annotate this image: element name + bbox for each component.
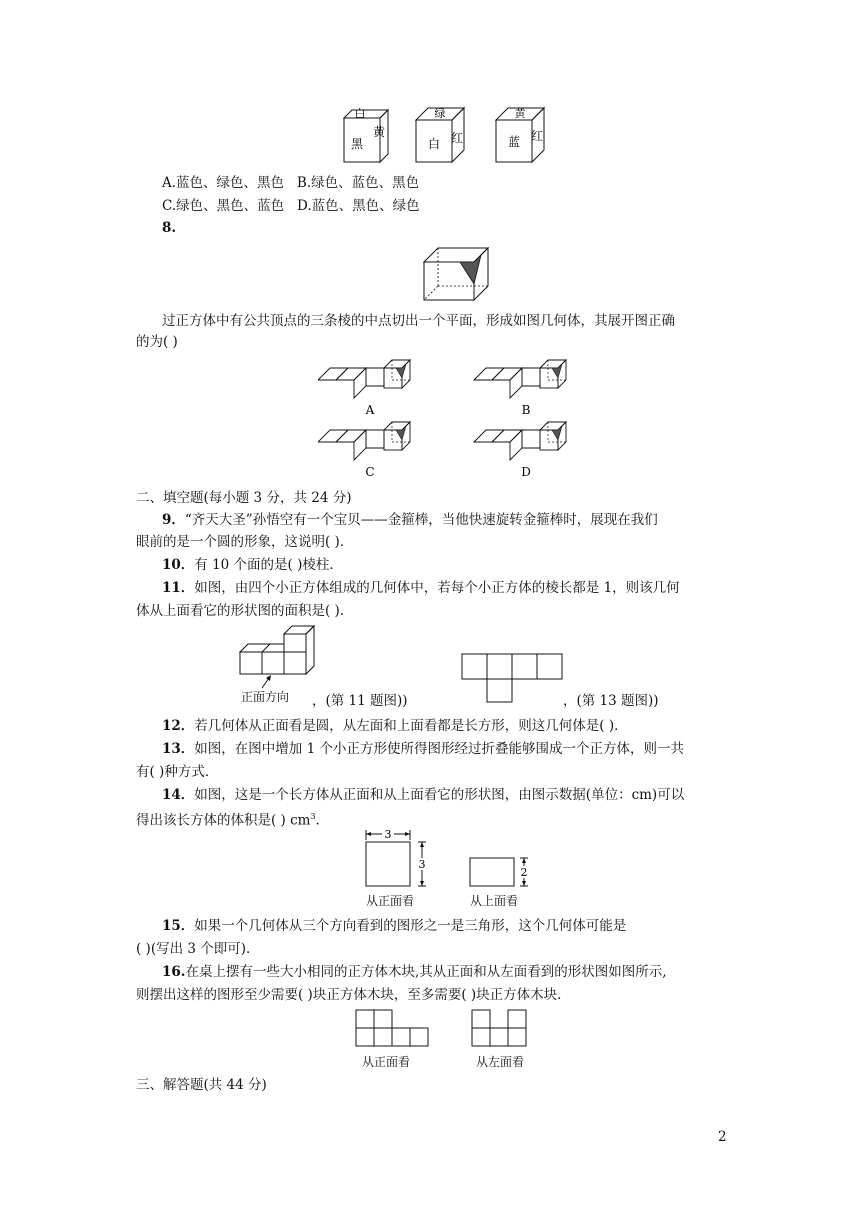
q14-text-1: 如图，这是一个长方体从正面和从上面看它的形状图，由图示数据(单位：cm)可以: [194, 787, 685, 803]
q12-text: 若几何体从正面看是圆，从左面和上面看都是长方形，则这几何体是( )．: [194, 718, 628, 734]
q7-options-row-2: [162, 197, 420, 215]
q14-number: 14．: [162, 787, 195, 803]
q10-number: 10．: [162, 557, 195, 573]
net-label-b: B: [521, 403, 531, 417]
q14-width-label: 3: [384, 828, 392, 841]
cube-3-front-label: 蓝: [507, 135, 521, 149]
section-2-title: 二、填空题(每小题 3 分，共 24 分): [136, 490, 352, 506]
q12-line: [162, 717, 628, 735]
q14-depth-label: 2: [520, 866, 528, 879]
q14-line-1: [162, 786, 684, 804]
q8-cut-cube-figure: [418, 244, 494, 304]
q8-number: 8.: [162, 220, 177, 236]
net-option-c: [318, 422, 410, 460]
section-3-title: 三、解答题(共 44 分): [136, 1077, 267, 1093]
q7-option-c: 绿色、黑色、蓝色: [176, 198, 285, 214]
q14-unit-exponent: 3: [310, 812, 316, 821]
q7-options-row-1: [162, 174, 419, 192]
cube-2-right-label: 红: [450, 131, 463, 145]
q15-text-1: 如果一个几何体从三个方向看到的图形之一是三角形，这个几何体可能是: [194, 918, 627, 934]
q11-text-1: 如图，由四个小正方体组成的几何体中，若每个小正方体的棱长都是 1，则该几何: [194, 580, 680, 596]
q14-views-figure: [360, 828, 540, 892]
net-option-a: [318, 360, 410, 398]
q13-net-figure: [460, 652, 564, 704]
page-number: 2: [718, 1129, 727, 1145]
q16-views-figure: [354, 1008, 538, 1048]
cube-3: [496, 106, 544, 162]
q12-number: 12．: [162, 718, 195, 734]
q16-left-caption: 从左面看: [476, 1055, 525, 1069]
net-label-c: C: [365, 465, 375, 479]
q8-text-line-1: 过正方体中有公共顶点的三条棱的中点切出一个平面，形成如图几何体，其展开图正确: [162, 313, 675, 329]
cube-2: [416, 107, 464, 162]
cube-1-front-label: 黑: [350, 137, 364, 151]
q7-option-d: 蓝色、黑色、绿色: [311, 198, 420, 214]
cube-1-top-label: 白: [354, 107, 366, 120]
cube-1-right-label: 黄: [372, 125, 385, 139]
q15-line-1: [162, 917, 626, 935]
q7-option-c-label: C.: [162, 198, 177, 214]
net-label-d: D: [521, 465, 531, 479]
q7-option-b-label: B.: [296, 175, 312, 191]
q15-number: 15．: [162, 918, 195, 934]
q16-text-1: 在桌上摆有一些大小相同的正方体木块,其从正面和从左面看到的形状图如图所示,: [185, 964, 667, 980]
net-option-d: [474, 422, 566, 460]
q11-text-2: 体从上面看它的形状图的面积是( )．: [136, 603, 354, 619]
q11-solid-figure: [236, 624, 346, 692]
q10-text: 有 10 个面的是( )棱柱．: [194, 557, 343, 573]
q14-top-caption: 从上面看: [470, 894, 519, 908]
q16-text-2: 则摆出这样的图形至少需要( )块正方体木块，至多需要( )块正方体木块.: [136, 987, 562, 1003]
q14-text-2-end: ．: [315, 812, 330, 829]
q9-line-1: [162, 511, 658, 529]
q7-option-a: 蓝色、绿色、黑色: [176, 175, 285, 191]
q11-number: 11．: [162, 580, 195, 596]
net-label-a: A: [365, 403, 375, 417]
net-option-b: [474, 360, 566, 398]
q9-text-2: 眼前的是一个圆的形象，这说明( )．: [136, 534, 354, 550]
q13-text-2: 有( )种方式．: [136, 764, 219, 780]
q16-line-1: [162, 963, 667, 981]
q13-number: 13．: [162, 741, 195, 757]
q8-text-line-2: 的为( ): [136, 334, 178, 350]
q11-caption: ，(第 11 题图)): [312, 693, 408, 709]
q7-option-a-label: A.: [162, 175, 177, 191]
q14-front-caption: 从正面看: [366, 894, 415, 908]
q11-arrow-label: 正面方向: [241, 690, 290, 704]
q13-text-1: 如图，在图中增加 1 个小正方形使所得图形经过折叠能够围成一个正方体，则一共: [194, 741, 684, 757]
q7-cubes-figure: [330, 104, 560, 166]
cube-3-top-label: 黄: [514, 107, 526, 120]
q16-number: 16.: [162, 964, 186, 980]
cube-3-right-label: 红: [530, 129, 543, 143]
q14-line-2: [136, 808, 329, 830]
q16-front-caption: 从正面看: [362, 1055, 411, 1069]
q10-line: [162, 556, 343, 574]
q13-line-1: [162, 740, 684, 758]
q14-text-2: 得出该长方体的体积是( ) cm: [136, 812, 311, 829]
cube-1: [344, 107, 388, 162]
q15-text-2: ( )(写出 3 个即可)．: [136, 941, 260, 957]
cube-2-top-label: 绿: [434, 107, 446, 120]
q14-height-label: 3: [418, 858, 426, 871]
q7-option-b: 绿色、蓝色、黑色: [311, 175, 420, 191]
q7-option-d-label: D.: [297, 198, 312, 214]
q9-number: 9．: [162, 512, 185, 528]
cube-2-front-label: 白: [427, 137, 441, 151]
q13-caption: ，(第 13 题图)): [563, 693, 659, 709]
q8-nets-figure: [318, 358, 588, 482]
q11-line-1: [162, 579, 680, 597]
q9-text-1: “齐天大圣”孙悟空有一个宝贝——金箍棒，当他快速旋转金箍棒时，展现在我们: [184, 512, 658, 528]
